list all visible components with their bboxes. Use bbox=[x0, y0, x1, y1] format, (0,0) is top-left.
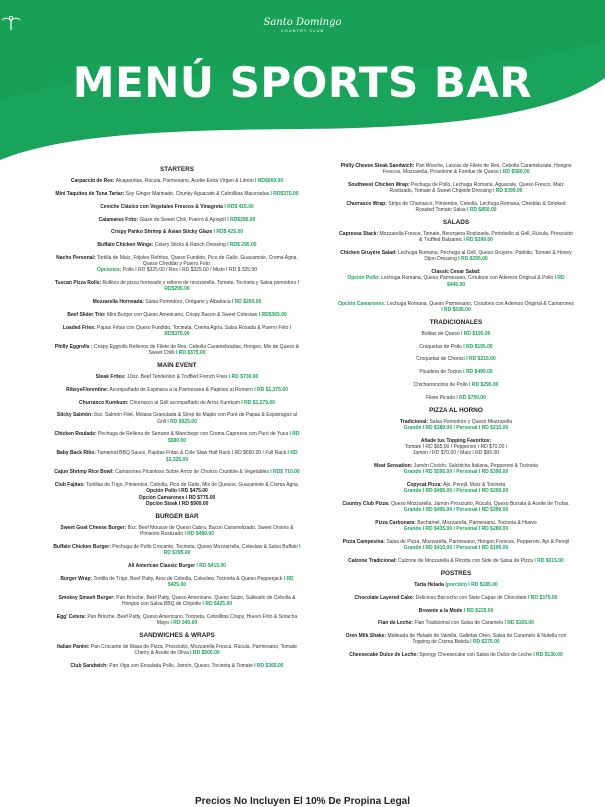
item-name: Calamares Frito: bbox=[98, 216, 139, 223]
logo-script: Santo Domingo bbox=[263, 17, 342, 28]
item-description: Malteada de Helado de Vainilla, Galletas Oreo, Salsa de Caramelo & Nutella con Topping de Crema Batida bbox=[386, 633, 567, 646]
menu-item bbox=[52, 299, 302, 305]
item-price: I RD $195.00 bbox=[459, 330, 491, 337]
item-price-line: Grande I RD $410.00 / Personal I RD $195.00 bbox=[403, 545, 509, 552]
menu-item bbox=[338, 182, 574, 194]
item-name: Cheesecake Dulce de Leche: bbox=[349, 652, 418, 659]
menu-item bbox=[52, 312, 302, 318]
item-description: Salsa de Pizza, Mozzarella, Parmesano, Hongos Frescos, Pepperoni, Ajo & Perejil bbox=[384, 539, 570, 545]
menu-item bbox=[52, 344, 302, 356]
item-price-line: Grande I RD $495.00 / Personal I RD $390.00 bbox=[403, 507, 509, 514]
menu-item bbox=[338, 163, 574, 175]
menu-item bbox=[52, 469, 302, 475]
menu-item bbox=[338, 558, 574, 564]
item-description: Chicharroncitos de Pollo bbox=[413, 382, 468, 388]
menu-item bbox=[52, 374, 302, 380]
menu-item bbox=[52, 563, 302, 569]
item-name: Ceviche Clásico con Vegetales Frescos & Vinagreta bbox=[100, 203, 223, 210]
menu-left-column bbox=[52, 163, 302, 676]
menu-item bbox=[338, 633, 574, 645]
item-name: RibeyeFlorentine: bbox=[66, 386, 109, 393]
item-description: Pan Brioche, Beef Patty, Queso Americano, Tocineta, Cebollitas Crispy, Huevo Frito & Sriracha Mayo bbox=[86, 613, 298, 626]
item-description: 10oz. Beef Tenderloin & Truffled French Fries bbox=[125, 373, 228, 380]
item-description: Tortilla de Trigo, Beef Patty, Aros de Cebolla, Coleslaw, Tocineta & Queso Pepperjack bbox=[92, 575, 283, 582]
item-description: Pechuga de Pollo Crocante, Tocineta, Queso Mozzarrella, Coleslaw & Salsa Buffalo bbox=[110, 543, 298, 550]
item-price-line: Grande I RD $435.00 / Personal I RD $280.00 bbox=[403, 526, 509, 533]
menu-item bbox=[52, 595, 302, 607]
menu-item bbox=[338, 201, 574, 213]
item-description: Camarones Picantoso Sobre Arroz de Chorizo Crumble & Vegetables bbox=[113, 469, 269, 476]
item-price: I RD$375.00 bbox=[164, 324, 292, 337]
item-price: I RD$ 425.00 bbox=[212, 229, 244, 236]
item-description: Acompañado de Espinaca a la Parmesana & Papines al Romero bbox=[108, 386, 253, 393]
item-description: Croquetas de Pollo bbox=[419, 343, 462, 350]
item-name: Calzone Tradicional: bbox=[348, 558, 397, 564]
menu-right-column bbox=[338, 163, 574, 665]
menu-item bbox=[338, 501, 574, 513]
item-price: I RD$365.00 bbox=[257, 311, 287, 318]
item-price: I RD $295.00 bbox=[456, 256, 488, 263]
item-description: Queso Mozzarella, Jamón Prosciutto, Rúcula, Queso Burrata & Aceite de Trufas. bbox=[389, 501, 570, 507]
item-price: I RD$295.00 bbox=[164, 280, 300, 293]
item-price-line: Grande I RD $380.00 / Personal I RD $210.00 bbox=[403, 425, 509, 431]
item-name: Capressa Stack: bbox=[339, 231, 379, 238]
item-name: Classic Cesar Salad: bbox=[431, 269, 481, 276]
item-price: I RD $730.00 bbox=[227, 373, 259, 380]
item-name: Club Sandwich: bbox=[70, 662, 108, 669]
item-price: I RD 340.00 bbox=[169, 619, 198, 626]
menu-item bbox=[52, 412, 302, 424]
item-description: Jamón Cocido, Salchicha Italiana, Pepperoni & Tocineta bbox=[412, 463, 538, 469]
item-price: I RD $1,275.00 bbox=[239, 399, 275, 406]
item-description: Spongy Cheesecake con Salsa de Dulce de Leche bbox=[417, 652, 532, 659]
header-banner bbox=[0, 0, 605, 160]
item-option-description: Lechuga Romana, Queso Parmesano, Croutons con Aderezo Original & Pollo bbox=[379, 275, 554, 282]
item-name: Tarta Helada bbox=[414, 582, 444, 588]
item-price: I RD $185.00 bbox=[466, 582, 498, 588]
item-price: I RD$375.00 bbox=[269, 191, 299, 197]
item-description: Delicioso Bizcocho con Siete Capas de Chocolate bbox=[414, 594, 527, 601]
item-description: Rollitos de pizza horneado y relleno de mozzarella, Tomate, Tocineta y Salsa pomodoro bbox=[101, 280, 297, 287]
item-name: Pizza Campesina: bbox=[342, 539, 385, 545]
item-price: I RD $225.00 bbox=[462, 607, 494, 614]
item-description: Pechuga de Rellena de Serrano & Manchego con Crema Capresse con Puré de Yuca bbox=[96, 431, 289, 438]
item-description: Crispy Eggrolls Rellenos de Filete de Res, Cebolla Caramelizadas, Hongos, Mix de Queso & Sweet Chilli bbox=[92, 343, 300, 356]
item-option-line: Opción Camarones I RD $775.00 bbox=[138, 494, 216, 501]
item-description: 8oz. Beef Mousse de Queso Cabra, Bacon Caramelizado, Sweet Onions & Pimiento Rostizado bbox=[126, 524, 294, 537]
item-price: I RD $750.00 bbox=[455, 394, 486, 401]
item-description: Mozzarella Fresca, Tomate, Berenjena Rostizada, Portobello al Grill, Rúcula, Prosciutto & Truffled Balsamic bbox=[378, 231, 573, 244]
menu-item bbox=[52, 325, 302, 337]
item-name: Baby Back Ribs: bbox=[56, 450, 96, 457]
item-price: I RD $595.00 bbox=[441, 306, 471, 313]
item-price: I RD $490.00 bbox=[183, 530, 214, 537]
item-name: Tradicional: bbox=[400, 418, 429, 425]
item-price: I RD $130.00 bbox=[531, 652, 563, 659]
item-name: Philly Cheese Steak Sandwich: bbox=[340, 163, 415, 169]
item-description: Pechuga de Pollo, Lechuga Romana, Aguacate, Queso Fresco, Maíz Rostizado, Tomate & Sweet Chipotle Dressing bbox=[389, 182, 564, 195]
menu-item bbox=[52, 450, 302, 462]
item-price: I RD$ 295.00 bbox=[225, 242, 257, 249]
item-description: Croquetas de Chorizo bbox=[416, 356, 465, 363]
item-price: I RD $445.00 bbox=[446, 275, 565, 288]
menu-item bbox=[52, 576, 302, 588]
item-price: I RD $1,375.00 bbox=[252, 386, 288, 393]
menu-item bbox=[52, 204, 302, 210]
item-name: Loaded Fries: bbox=[62, 324, 96, 331]
item-options-label: Opciones: bbox=[96, 267, 122, 274]
item-price-line: Grande I RD $495.00 / Personal I RD $290.00 bbox=[403, 488, 509, 495]
item-name: Cajun Shrimp Rice Bowl: bbox=[54, 469, 114, 476]
menu-item bbox=[52, 280, 302, 292]
menu-item bbox=[338, 250, 574, 262]
item-description: Tortilla de Maíz, Frijoles Refritos, Queso Fundido, Pico de Gallo, Guacamole, Crema Agria, Queso Cheddar y Puerro Frito. bbox=[95, 254, 298, 268]
item-name: Burger Wrap: bbox=[60, 575, 93, 582]
item-description: Alcaparritas, Rúcula, Parmesano, Aceite Extra Virgen & Limón bbox=[114, 178, 254, 185]
item-options: Pollo I RD $325.00 / Res I RD $325.00 / Mixto I RD $ 325.00 bbox=[121, 267, 258, 274]
item-price: I RD $399.00 bbox=[491, 188, 523, 195]
item-name: Copycat Pizza: bbox=[406, 482, 442, 488]
item-description: Pan Crocante de Masa de Pizza, Prosciutto, Mozzarella Fresca, Rúcula, Parmesano, Tomate Cherry & Aceite de Oliva bbox=[89, 643, 298, 656]
section-heading: PIZZA AL HORNO bbox=[429, 406, 483, 414]
item-description: Pan Brioche, Beef Patty, Queso Americano, Queso Suizo, Salteado de Cebolla & Hongos con Salsa BBQ de Chipotle bbox=[114, 594, 296, 607]
item-description: Papas Fritas con Queso Fundido, Tocineta, Crema Agria, Salsa Rosada & Puerro Frito bbox=[95, 324, 289, 331]
item-description: Glaze de Sweet Chili, Puerro & Ajonjolí bbox=[138, 216, 226, 223]
menu-item bbox=[338, 382, 574, 388]
item-price-line: Grande I RD $595.00 / Personal I RD $390.00 bbox=[403, 469, 509, 476]
item-name: Tuscan Pizza Rolls: bbox=[54, 280, 102, 287]
menu-item bbox=[338, 369, 574, 375]
item-name: Flan de Leche: bbox=[378, 620, 414, 627]
menu-item bbox=[52, 663, 302, 669]
item-name: Oreo Milk Shake: bbox=[345, 633, 387, 640]
item-price: I RD$ 710.00 bbox=[268, 469, 300, 476]
menu-item bbox=[338, 620, 574, 626]
item-description: Pan Viga con Ensalada Pollo, Jamón, Queso, Tocineta & Tomate bbox=[107, 662, 253, 669]
item-name: Nacho Personal: bbox=[56, 254, 96, 261]
menu-item bbox=[338, 438, 574, 457]
section-heading: MAIN EVENT bbox=[157, 361, 197, 369]
item-name: Brownie a la Mode bbox=[418, 607, 463, 614]
item-price: I RD $490.00 bbox=[461, 369, 493, 376]
item-price: I RD$295.00 bbox=[225, 216, 256, 223]
menu-item bbox=[52, 255, 302, 274]
item-price: I RD $425.00 bbox=[201, 600, 233, 607]
item-name: Mini Taquitos de Tuna Tartar: bbox=[55, 191, 125, 197]
item-description: Filete Picado bbox=[426, 394, 456, 401]
item-description: Bolitas de Queso bbox=[421, 330, 460, 337]
menu-item bbox=[338, 294, 574, 313]
item-name: Club Fajitas: bbox=[54, 482, 85, 489]
item-price: I RD $375.00 bbox=[174, 349, 206, 356]
item-price: I RD $580.00 bbox=[167, 431, 300, 444]
menu-item bbox=[52, 544, 302, 556]
item-name: Crispy Panko Shrimp & Asian Sticky Glaze bbox=[110, 229, 213, 236]
item-name: All American Classic Burger bbox=[128, 562, 196, 569]
item-name: Southwest Chicken Wrap: bbox=[348, 182, 410, 188]
item-description: Mini Burger con Queso Americano, Crispy Bacon & Sweet Coleslaw bbox=[105, 311, 258, 318]
item-name: Country Club Pizza: bbox=[342, 501, 390, 507]
item-description: Calzone de Mozzarella & Ricotta con Side de Salsa de Pizza bbox=[396, 558, 533, 564]
item-description: Tamarind BBQ Sauce, Papitas Fritas & Cole Slaw Half Rack I RD $650.00 / Full Rack bbox=[95, 450, 287, 457]
item-price: I RD $195.00 bbox=[461, 343, 493, 350]
item-price: I RD $1,325.00 bbox=[165, 450, 298, 463]
menu-item bbox=[338, 608, 574, 614]
menu-item bbox=[52, 387, 302, 393]
item-price: I RD $365.00 bbox=[252, 662, 284, 669]
item-name: Carpaccio de Res: bbox=[70, 178, 115, 185]
palm-tree-icon bbox=[0, 16, 22, 30]
menu-item bbox=[338, 482, 574, 494]
item-name: Chicken Gruyère Salad: bbox=[340, 250, 397, 257]
item-description: Ajo, Perejil, Maíz & Tocineta bbox=[442, 482, 506, 488]
logo-club: COUNTRY CLUB bbox=[280, 28, 325, 33]
menu-item bbox=[338, 595, 574, 601]
item-description: Lechuga Romana, Pechuga al Grill, Queso Gruyère, Palmito, Tomate & Honey Dijon Dressing bbox=[396, 250, 572, 263]
item-price: I RD $425.00 bbox=[167, 575, 294, 588]
section-heading: SANDWICHES & WRAPS bbox=[139, 631, 215, 639]
item-description: Salsa Pomodoro, Orégano y Albahaca bbox=[144, 299, 231, 306]
menu-item bbox=[52, 614, 302, 626]
item-name: Philly Eggrolls : bbox=[54, 343, 93, 350]
section-heading: STARTERS bbox=[160, 166, 194, 173]
item-name: Egg' Cetera: bbox=[56, 613, 87, 620]
item-price: I RD $215.00 bbox=[464, 356, 496, 363]
item-name: Buffalo Chicken Burger: bbox=[53, 543, 111, 550]
item-name: Pizza Carbonara: bbox=[375, 520, 416, 526]
menu-item bbox=[52, 242, 302, 248]
item-description: 8oz. Salmón Filet, Molasa Granulada & Sirop de Maple con Puré de Papas & Espárragos al Grill bbox=[92, 412, 298, 425]
item-price: I RD $399.00 bbox=[462, 237, 493, 244]
menu-item bbox=[338, 652, 574, 658]
item-price: I RD$ 415.00 bbox=[222, 203, 254, 210]
section-heading: POSTRES bbox=[440, 569, 472, 577]
item-name: Chocolate Layered Cake: bbox=[354, 594, 415, 601]
item-price: I RD $165.00 bbox=[503, 620, 534, 627]
menu-item bbox=[338, 463, 574, 475]
item-description: Celery Sticks & Ranch Dressing bbox=[153, 242, 226, 249]
club-logo bbox=[0, 16, 605, 33]
item-description: Soy Ginger Marinade, Chunky Aguacate & Cebollitas Maceradas bbox=[124, 191, 270, 197]
item-description: Tortillas de Trigo, Pimientos, Cebolla, Pico de Gallo, Mix de Quesos, Guacamole & Crema Agria. bbox=[84, 482, 300, 489]
item-description: Picadera de Tocino bbox=[419, 369, 462, 376]
menu-item bbox=[52, 229, 302, 235]
item-name: Meat Sensation: bbox=[374, 463, 413, 469]
item-option-description: Lechuga Romana, Queso Parmesano, Croutons con Aderezo Original & Camarones bbox=[385, 300, 574, 307]
footer-note: Precios No Incluyen El 10% De Propina Legal bbox=[194, 796, 411, 807]
item-price: I RD $580.00 bbox=[498, 169, 530, 176]
menu-item bbox=[338, 344, 574, 350]
item-name: Churrasco Wrap: bbox=[346, 201, 387, 207]
menu-item bbox=[338, 520, 574, 532]
menu-item bbox=[338, 539, 574, 551]
item-description: Flan Tradicional con Salsa de Caramelo bbox=[413, 620, 504, 627]
item-description: Strips de Churrasco, Pimientos, Cebolla, Lechuga Romana, Cheddar & Smoked Roasted Tomato Salsa bbox=[386, 201, 566, 214]
menu-item bbox=[52, 178, 302, 184]
item-name: Churrasco Kumkum: bbox=[79, 399, 129, 406]
item-name: Beef Slider Trio: bbox=[67, 311, 106, 318]
menu-item bbox=[338, 231, 574, 243]
menu-item bbox=[338, 331, 574, 337]
item-name: Sticky Salmón: bbox=[56, 412, 93, 419]
item-name: Steak Frites: bbox=[95, 373, 126, 380]
section-heading: TRADICIONALES bbox=[429, 318, 483, 326]
item-price: I RD $500.00 bbox=[188, 649, 220, 656]
menu-item bbox=[52, 644, 302, 656]
item-tag: (porción) bbox=[443, 582, 467, 588]
section-heading: BURGER BAR bbox=[155, 512, 199, 520]
menu-item bbox=[338, 395, 574, 401]
item-name: Chicken Roulade: bbox=[54, 431, 97, 438]
item-price: I RD $395.00 bbox=[163, 543, 301, 556]
item-name: Smokey Smash Burger: bbox=[58, 594, 115, 601]
item-price: I RD $295.00 bbox=[467, 382, 499, 388]
menu-item bbox=[52, 525, 302, 537]
item-price: I RD $415.00 bbox=[195, 562, 226, 569]
item-topping-line: Jamón I RD $70.00 / Maíz I RD $95.00 bbox=[412, 450, 500, 457]
item-name: Buffalo Chicken Wings: bbox=[97, 242, 154, 249]
menu-item bbox=[338, 356, 574, 362]
item-topping-line: Tomate I RD $65.00 / Pepperoni I RD $70.00 / bbox=[404, 444, 508, 450]
menu-item bbox=[338, 269, 574, 288]
item-price: I RD $260.00 bbox=[230, 299, 262, 306]
item-name: Sweet Goat Cheese Burger: bbox=[60, 524, 127, 531]
menu-item bbox=[52, 400, 302, 406]
item-description: Bechamel, Mozzarella, Parmesano, Tocineta & Huevo bbox=[415, 520, 537, 526]
section-heading: SALADS bbox=[442, 219, 470, 226]
item-option-label: Opción Pollo: bbox=[347, 275, 380, 282]
item-price: I RD $925.00 bbox=[166, 418, 197, 425]
item-name: Mozzarella Horneada: bbox=[92, 299, 145, 306]
menu-item bbox=[52, 431, 302, 443]
menu-item bbox=[52, 217, 302, 223]
item-price: I RD $315.00 bbox=[532, 558, 564, 564]
item-price: I RD $375.00 bbox=[526, 594, 558, 601]
item-option-line: Opción Pollo I RD $475.00 bbox=[146, 488, 208, 495]
item-option-label: Opción Camarones: bbox=[338, 300, 386, 307]
item-name: Añade tus Topping Favoritos: bbox=[420, 437, 492, 444]
item-description: Churrasco al Grill acompañado de Arroz Kumkum bbox=[128, 399, 240, 406]
item-description: Salsa Pomodoro y Queso Mozzarella bbox=[428, 418, 512, 425]
item-description: Pan Brioche, Lascas de Filete de Res, Cebolla Caramelizada, Hongos Frescos, Mozzarella, Provolone & Fondue de Queso bbox=[382, 163, 572, 176]
page-title: MENÚ SPORTS BAR bbox=[72, 58, 533, 107]
menu-item bbox=[52, 482, 302, 507]
item-price: I RD$660.00 bbox=[253, 178, 284, 185]
menu-item bbox=[52, 191, 302, 197]
item-price: I RD $275.00 bbox=[468, 639, 500, 646]
item-option-line: Opción Steak I RD $900.00 bbox=[145, 500, 209, 507]
menu-item bbox=[338, 419, 574, 431]
menu-item bbox=[338, 582, 574, 588]
item-name: Italian Panini: bbox=[56, 643, 90, 650]
item-price: I RD $850.00 bbox=[465, 207, 497, 214]
